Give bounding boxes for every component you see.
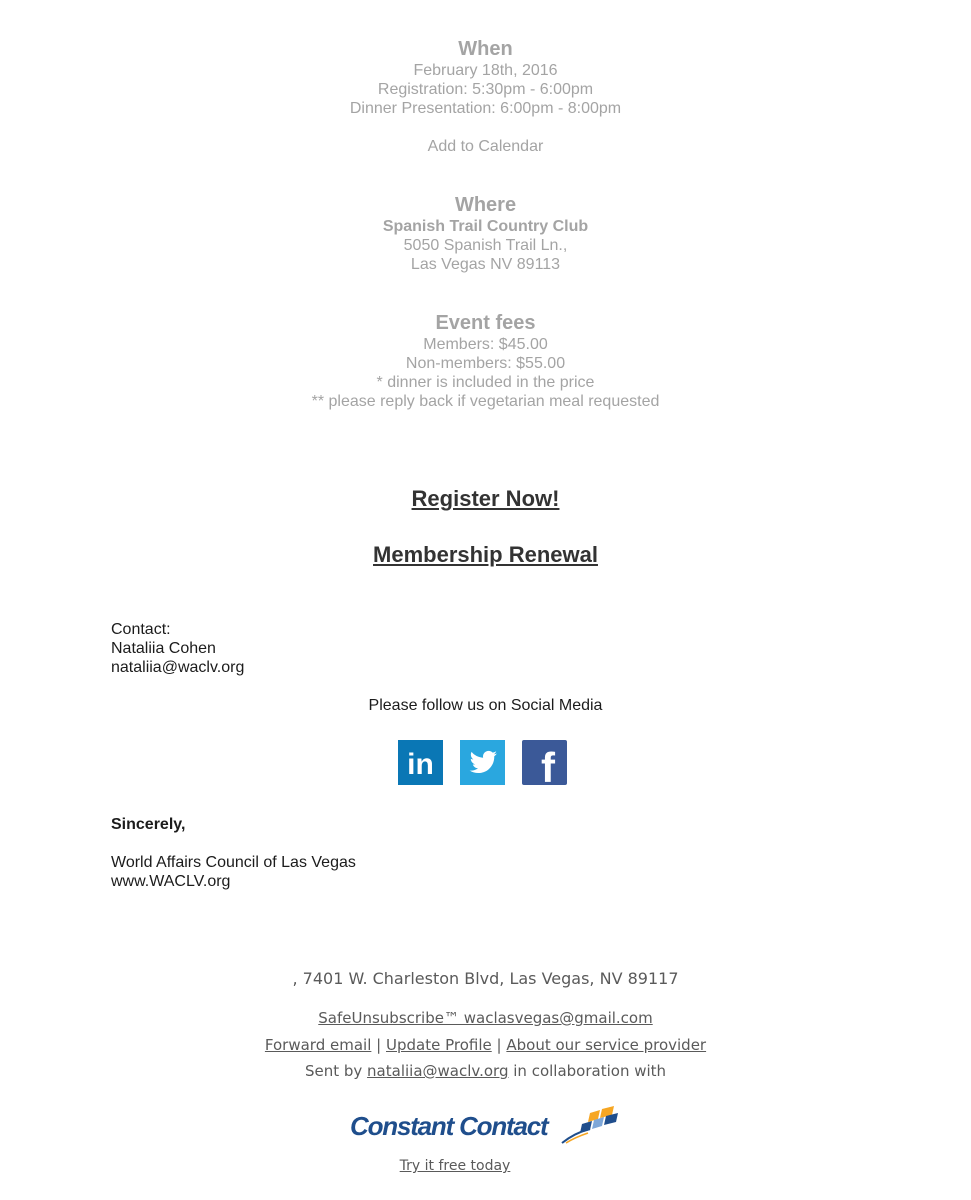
sent-by-suffix: in collaboration with	[513, 1062, 667, 1080]
update-profile-link[interactable]: Update Profile	[386, 1036, 492, 1054]
event-date: February 18th, 2016	[413, 62, 558, 79]
renewal-cta	[0, 542, 971, 568]
venue-address-line-2: Las Vegas NV 89113	[410, 256, 561, 273]
about-provider-link[interactable]: About our service provider	[506, 1036, 707, 1054]
venue-name: Spanish Trail Country Club	[382, 218, 589, 235]
footer-separator: |	[496, 1036, 502, 1054]
non-members-fee: Non-members: $55.00	[405, 355, 566, 372]
registration-time: Registration: 5:30pm - 6:00pm	[377, 81, 594, 98]
footer-separator: |	[376, 1036, 382, 1054]
signoff-block	[111, 853, 356, 891]
add-to-calendar-link[interactable]: Add to Calendar	[427, 138, 544, 155]
contact-block	[111, 620, 244, 677]
social-prompt: Please follow us on Social Media	[368, 697, 603, 714]
where-heading: Where	[454, 194, 517, 216]
when-section	[0, 37, 971, 156]
footer-links-line	[0, 1036, 971, 1054]
sent-by-email-link[interactable]: nataliia@waclv.org	[367, 1062, 509, 1080]
register-cta	[0, 486, 971, 512]
contact-email: nataliia@waclv.org	[111, 659, 245, 676]
footer-sent-by-line	[0, 1062, 971, 1080]
organization-website: www.WACLV.org	[111, 873, 231, 890]
try-it-free-link[interactable]: Try it free today	[399, 1158, 511, 1174]
facebook-icon[interactable]	[522, 740, 567, 785]
vegetarian-note: ** please reply back if vegetarian meal requested	[311, 393, 660, 410]
fees-section	[0, 311, 971, 411]
where-section	[0, 193, 971, 274]
dinner-note: * dinner is included in the price	[376, 374, 595, 391]
constant-contact-wordmark: Constant Contact	[350, 1111, 548, 1141]
linkedin-icon[interactable]	[398, 740, 443, 785]
membership-renewal-link[interactable]: Membership Renewal	[373, 542, 598, 567]
members-fee: Members: $45.00	[423, 336, 548, 353]
fees-heading: Event fees	[435, 312, 536, 334]
organization-name: World Affairs Council of Las Vegas	[111, 854, 356, 871]
safe-unsubscribe-link[interactable]: SafeUnsubscribe™ waclasvegas@gmail.com	[318, 1009, 653, 1027]
sent-by-prefix: Sent by	[304, 1062, 363, 1080]
venue-address-line-1: 5050 Spanish Trail Ln.,	[403, 237, 568, 254]
constant-contact-logo[interactable]	[350, 1105, 620, 1147]
register-now-link[interactable]: Register Now!	[411, 486, 560, 511]
when-heading: When	[458, 38, 513, 60]
forward-email-link[interactable]: Forward email	[264, 1036, 372, 1054]
constant-contact-swoosh-icon	[560, 1105, 620, 1145]
dinner-time: Dinner Presentation: 6:00pm - 8:00pm	[349, 100, 622, 117]
contact-label: Contact:	[111, 621, 171, 638]
sincerely-text: Sincerely,	[111, 816, 186, 833]
footer-address: , 7401 W. Charleston Blvd, Las Vegas, NV 89117	[292, 969, 679, 988]
try-free-line	[0, 1156, 910, 1175]
twitter-icon[interactable]	[460, 740, 505, 785]
linkedin-icon-letters: in	[407, 748, 434, 781]
social-icons	[398, 740, 567, 785]
contact-name: Nataliia Cohen	[111, 640, 216, 657]
footer-unsubscribe-line	[0, 1009, 971, 1027]
facebook-icon-letter: f	[541, 744, 555, 785]
